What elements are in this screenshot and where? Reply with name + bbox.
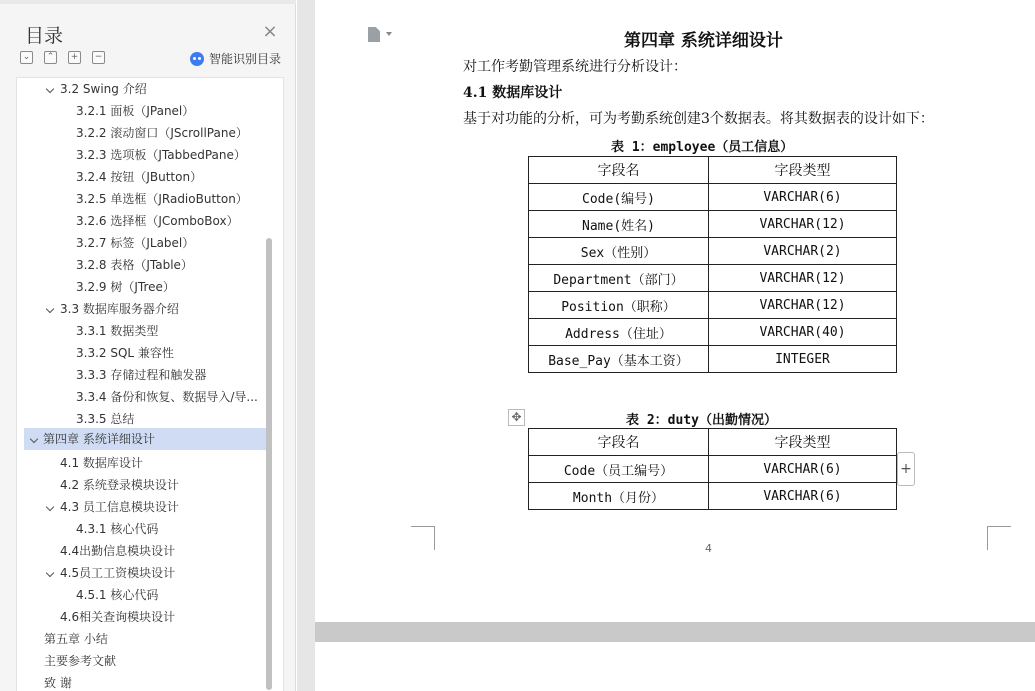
toc-item[interactable]: [17, 540, 283, 562]
table-cell[interactable]: Month（月份）: [529, 483, 709, 510]
toc-item[interactable]: [17, 672, 283, 691]
table1-employee: [528, 156, 897, 373]
chevron-down-icon[interactable]: [30, 435, 38, 443]
toc-item-label: 4.4出勤信息模块设计: [60, 544, 176, 558]
section-paragraph: 基于对功能的分析，可为考勤系统创建3个数据表。将其数据表的设计如下：: [463, 111, 934, 127]
toc-item-label: 3.2.7 标签（JLabel）: [76, 236, 195, 250]
table-header-cell[interactable]: 字段名: [529, 157, 709, 184]
table-cell[interactable]: VARCHAR(40): [709, 319, 897, 346]
toc-item-label: 3.2.6 选择框（JComboBox）: [76, 214, 239, 228]
chevron-down-icon[interactable]: [46, 569, 54, 577]
caret-down-icon[interactable]: [386, 32, 392, 36]
document-canvas: [297, 0, 1035, 691]
table-cell[interactable]: Code(编号): [529, 184, 709, 211]
toc-item[interactable]: [17, 408, 283, 430]
toc-item[interactable]: [17, 232, 283, 254]
toc-item-label: 致 谢: [44, 676, 72, 690]
table-header-cell[interactable]: 字段类型: [709, 157, 897, 184]
table-cell[interactable]: VARCHAR(6): [709, 184, 897, 211]
toc-item-label: 3.2.8 表格（JTable）: [76, 258, 193, 272]
table-cell[interactable]: VARCHAR(6): [709, 456, 897, 483]
toc-item[interactable]: [17, 144, 283, 166]
table-move-handle-icon[interactable]: ✥: [508, 409, 525, 426]
toc-item[interactable]: [17, 298, 283, 320]
smart-assistant-icon: [190, 52, 204, 66]
toc-sidebar: [0, 0, 296, 691]
table-cell[interactable]: Code（员工编号）: [529, 456, 709, 483]
toc-item-label: 主要参考文献: [44, 654, 117, 668]
toc-item-label: 4.2 系统登录模块设计: [60, 478, 179, 492]
chevron-down-icon[interactable]: [46, 85, 54, 93]
toc-item[interactable]: [17, 496, 283, 518]
toc-item[interactable]: [17, 342, 283, 364]
chapter-title: 第四章 系统详细设计: [624, 31, 783, 51]
toc-title: 目录: [25, 25, 64, 47]
add-heading-button[interactable]: +: [68, 51, 81, 64]
toc-scrollbar-thumb[interactable]: [266, 238, 272, 690]
table-cell[interactable]: VARCHAR(2): [709, 238, 897, 265]
document-icon[interactable]: [368, 27, 380, 42]
toc-item-selected[interactable]: [24, 428, 272, 450]
page-separator: [315, 622, 1035, 642]
toc-item-label: 4.3.1 核心代码: [76, 522, 159, 536]
toc-item-label: 3.2 Swing 介绍: [60, 82, 147, 96]
table-cell[interactable]: VARCHAR(6): [709, 483, 897, 510]
toc-item-label: 3.2.3 选项板（JTabbedPane）: [76, 148, 246, 162]
toc-item[interactable]: [17, 650, 283, 672]
add-column-button[interactable]: +: [897, 452, 915, 486]
toc-item-label: 3.2.9 树（JTree）: [76, 280, 175, 294]
toc-item[interactable]: [17, 562, 283, 584]
toc-item-label: 3.3.4 备份和恢复、数据导入/导...: [76, 390, 258, 404]
table-cell[interactable]: Address（住址）: [529, 319, 709, 346]
smart-toc-button[interactable]: [190, 50, 281, 67]
toc-item-label: 3.2.4 按钮（JButton）: [76, 170, 203, 184]
table-cell[interactable]: Sex（性别）: [529, 238, 709, 265]
table-cell[interactable]: VARCHAR(12): [709, 211, 897, 238]
page-margin-corner-left: [411, 526, 435, 550]
toc-item[interactable]: [17, 628, 283, 650]
toc-item[interactable]: [17, 320, 283, 342]
sidebar-top-strip: [0, 0, 296, 4]
table1-caption: 表 1：employee（员工信息）: [611, 140, 794, 155]
toc-item-label: 4.6相关查询模块设计: [60, 610, 176, 624]
table2-caption: 表 2：duty（出勤情况）: [626, 413, 777, 428]
collapse-all-button[interactable]: ⌄: [20, 51, 33, 64]
toc-item[interactable]: [17, 364, 283, 386]
toc-item[interactable]: [17, 78, 283, 100]
toc-item-label: 4.3 员工信息模块设计: [60, 500, 179, 514]
toc-item-label: 3.2.1 面板（JPanel）: [76, 104, 195, 118]
table-header-cell[interactable]: 字段名: [529, 429, 709, 456]
toc-item-label: 4.5员工工资模块设计: [60, 566, 176, 580]
toc-item[interactable]: [17, 386, 283, 408]
toc-item-label: 3.2.5 单选框（JRadioButton）: [76, 192, 248, 206]
smart-toc-label: 智能识别目录: [209, 52, 282, 66]
table-cell[interactable]: VARCHAR(12): [709, 292, 897, 319]
table-cell[interactable]: Position（职称）: [529, 292, 709, 319]
toc-item[interactable]: [17, 100, 283, 122]
page-number: 4: [705, 542, 712, 555]
toc-item-label: 3.3.3 存储过程和触发器: [76, 368, 207, 382]
toc-item-label: 3.3.5 总结: [76, 412, 135, 426]
expand-level-button[interactable]: ⌃: [44, 51, 57, 64]
table-cell[interactable]: Base_Pay（基本工资）: [529, 346, 709, 373]
toc-item-label: 4.5.1 核心代码: [76, 588, 159, 602]
table-cell[interactable]: Department（部门）: [529, 265, 709, 292]
canvas-margin: [297, 0, 315, 691]
table-cell[interactable]: VARCHAR(12): [709, 265, 897, 292]
toc-item[interactable]: [17, 122, 283, 144]
intro-paragraph: 对工作考勤管理系统进行分析设计：: [463, 59, 687, 75]
toc-item-label: 第四章 系统详细设计: [43, 432, 155, 446]
toc-item-label: 4.1 数据库设计: [60, 456, 143, 470]
toc-item[interactable]: [17, 210, 283, 232]
toc-tree: [16, 77, 284, 691]
toc-item[interactable]: [17, 452, 283, 474]
table-header-cell[interactable]: 字段类型: [709, 429, 897, 456]
toc-item[interactable]: [17, 276, 283, 298]
page-margin-corner-right: [987, 526, 1011, 550]
table-cell[interactable]: Name(姓名): [529, 211, 709, 238]
close-icon[interactable]: ×: [262, 21, 278, 42]
chevron-down-icon[interactable]: [46, 305, 54, 313]
section-title: 4.1 数据库设计: [463, 85, 563, 101]
remove-heading-button[interactable]: −: [92, 51, 105, 64]
toc-item[interactable]: [17, 518, 283, 540]
toc-item[interactable]: [17, 606, 283, 628]
document-page[interactable]: [315, 0, 1035, 622]
toc-item[interactable]: [17, 254, 283, 276]
toc-item[interactable]: [17, 584, 283, 606]
toc-item[interactable]: [17, 474, 283, 496]
toc-item[interactable]: [17, 166, 283, 188]
table2-duty: [528, 428, 897, 510]
toc-item-label: 第五章 小结: [44, 632, 108, 646]
next-document-page[interactable]: [315, 642, 1035, 691]
toc-item[interactable]: [17, 188, 283, 210]
toc-item-label: 3.2.2 滚动窗口（JScrollPane）: [76, 126, 248, 140]
toc-item-label: 3.3.2 SQL 兼容性: [76, 346, 174, 360]
toc-item-label: 3.3 数据库服务器介绍: [60, 302, 179, 316]
chevron-down-icon[interactable]: [46, 503, 54, 511]
toc-item-label: 3.3.1 数据类型: [76, 324, 159, 338]
table-cell[interactable]: INTEGER: [709, 346, 897, 373]
